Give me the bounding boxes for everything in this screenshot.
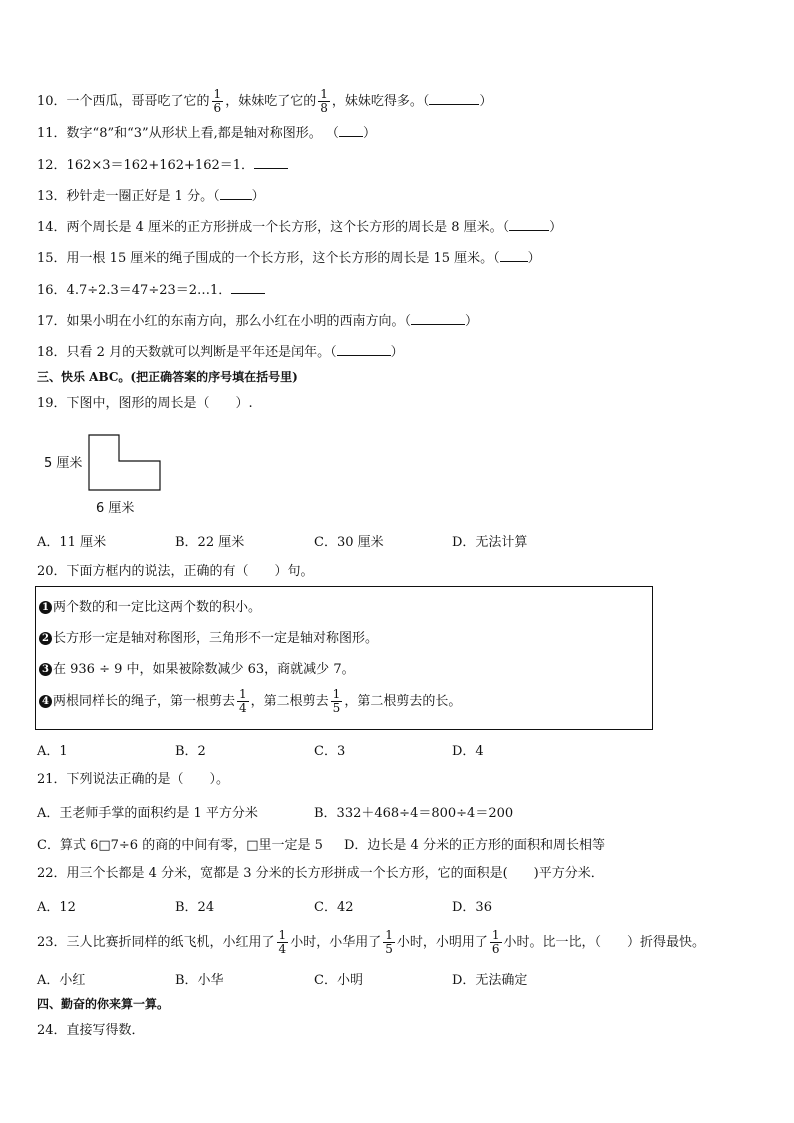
l-shape-figure xyxy=(88,434,163,492)
question-21: 21．下列说法正确的是（ ）。 xyxy=(37,772,230,787)
answer-blank[interactable] xyxy=(337,343,391,356)
question-19: 19．下图中，图形的周长是（ ）. xyxy=(37,396,253,411)
answer-blank[interactable] xyxy=(509,218,549,231)
question-12: 12．162×3＝162+162+162＝1． xyxy=(37,156,288,175)
statement-1: 1 两个数的和一定比这两个数的积小。 xyxy=(39,599,261,617)
q20-option-b[interactable]: B．2 xyxy=(175,744,206,759)
question-15: 15．用一根 15 厘米的绳子围成的一个长方形，这个长方形的周长是 15 厘米。（ ） xyxy=(37,251,541,266)
question-23: 23．三人比赛折同样的纸飞机，小红用了 $\frac{1}{4}$ 小时，小华用了 $\frac{1}{5}$ 小时，小明用了 $\frac{1}{6}$ 小时。比一比，（ ）折得最快。 xyxy=(37,928,706,956)
fraction-one-sixth: $\frac{1}{6}$ xyxy=(213,87,222,115)
q21-option-d[interactable]: D．边长是 4 分米的正方形的面积和周长相等 xyxy=(344,838,605,853)
q20-option-a[interactable]: A．1 xyxy=(37,744,68,759)
question-13: 13．秒针走一圈正好是 1 分。（ ） xyxy=(37,189,265,204)
statement-2: 2 长方形一定是轴对称图形，三角形不一定是轴对称图形。 xyxy=(39,630,378,648)
fraction-one-fourth: $\frac{1}{4}$ xyxy=(278,928,287,956)
answer-blank[interactable] xyxy=(254,156,288,169)
question-24: 24．直接写得数． xyxy=(37,1023,145,1038)
q23-option-b[interactable]: B．小华 xyxy=(175,973,224,988)
question-16: 16．4.7÷2.3＝47÷23＝2…1． xyxy=(37,281,265,300)
question-22: 22．用三个长都是 4 分米，宽都是 3 分米的长方形拼成一个长方形，它的面积是( )平方分米． xyxy=(37,866,604,881)
q20-option-c[interactable]: C．3 xyxy=(314,744,346,759)
figure-height-label: 5 厘米 xyxy=(44,456,83,471)
fraction-one-sixth: $\frac{1}{6}$ xyxy=(491,928,500,956)
q19-option-a[interactable]: A．11 厘米 xyxy=(37,535,107,550)
question-17: 17．如果小明在小红的东南方向，那么小红在小明的西南方向。（ ） xyxy=(37,314,479,329)
q22-option-c[interactable]: C．42 xyxy=(314,900,354,915)
circled-number-3: 3 xyxy=(39,663,52,676)
section-heading-3: 三、快乐 ABC。(把正确答案的序号填在括号里) xyxy=(37,370,298,384)
statement-4: 4 两根同样长的绳子，第一根剪去 $\frac{1}{4}$ ，第二根剪去 $\frac{1}{5}$ ，第二根剪去的长。 xyxy=(39,688,461,715)
section-heading-4: 四、勤奋的你来算一算。 xyxy=(37,997,170,1011)
answer-blank[interactable] xyxy=(500,249,528,262)
q22-option-b[interactable]: B．24 xyxy=(175,900,215,915)
question-14: 14．两个周长是 4 厘米的正方形拼成一个长方形，这个长方形的周长是 8 厘米。（ ） xyxy=(37,220,563,235)
q23-option-d[interactable]: D．无法确定 xyxy=(452,973,528,988)
fraction-one-fifth: $\frac{1}{5}$ xyxy=(332,687,341,715)
answer-blank[interactable] xyxy=(411,312,465,325)
fraction-one-fourth: $\frac{1}{4}$ xyxy=(239,687,247,715)
figure-width-label: 6 厘米 xyxy=(96,501,135,516)
q19-option-c[interactable]: C．30 厘米 xyxy=(314,535,384,550)
answer-blank[interactable] xyxy=(231,281,265,294)
q19-option-b[interactable]: B．22 厘米 xyxy=(175,535,245,550)
q21-option-c[interactable]: C．算式 6□7÷6 的商的中间有零，□里一定是 5 xyxy=(37,838,323,853)
q21-option-b[interactable]: B．332＋468÷4＝800÷4＝200 xyxy=(314,806,514,821)
q22-option-a[interactable]: A．12 xyxy=(37,900,76,915)
answer-blank[interactable] xyxy=(339,124,363,137)
l-shape-outline xyxy=(89,435,160,490)
q23-option-a[interactable]: A．小红 xyxy=(37,973,86,988)
question-11: 11．数字“8”和“3”从形状上看,都是轴对称图形。 （ ） xyxy=(37,126,376,141)
fraction-one-fifth: $\frac{1}{5}$ xyxy=(385,928,393,956)
question-10: 10．一个西瓜，哥哥吃了它的 $\frac{1}{6}$ ，妹妹吃了它的 $\frac{1}{8}$ ，妹妹吃得多。（ ） xyxy=(37,87,493,115)
q19-option-d[interactable]: D．无法计算 xyxy=(452,535,528,550)
answer-blank[interactable] xyxy=(220,187,252,200)
statement-3: 3 在 936 ÷ 9 中，如果被除数减少 63，商就减少 7。 xyxy=(39,661,355,679)
fraction-one-eighth: $\frac{1}{8}$ xyxy=(320,87,328,115)
answer-blank[interactable] xyxy=(429,92,479,105)
q21-option-a[interactable]: A．王老师手掌的面积约是 1 平方分米 xyxy=(37,806,258,821)
circled-number-2: 2 xyxy=(39,632,52,645)
question-18: 18．只看 2 月的天数就可以判断是平年还是闰年。（ ） xyxy=(37,345,404,360)
circled-number-4: 4 xyxy=(39,695,52,708)
question-20: 20．下面方框内的说法，正确的有（ ）句。 xyxy=(37,564,314,579)
q23-option-c[interactable]: C．小明 xyxy=(314,973,363,988)
q20-option-d[interactable]: D．4 xyxy=(452,744,484,759)
circled-number-1: 1 xyxy=(39,601,52,614)
q22-option-d[interactable]: D．36 xyxy=(452,900,492,915)
